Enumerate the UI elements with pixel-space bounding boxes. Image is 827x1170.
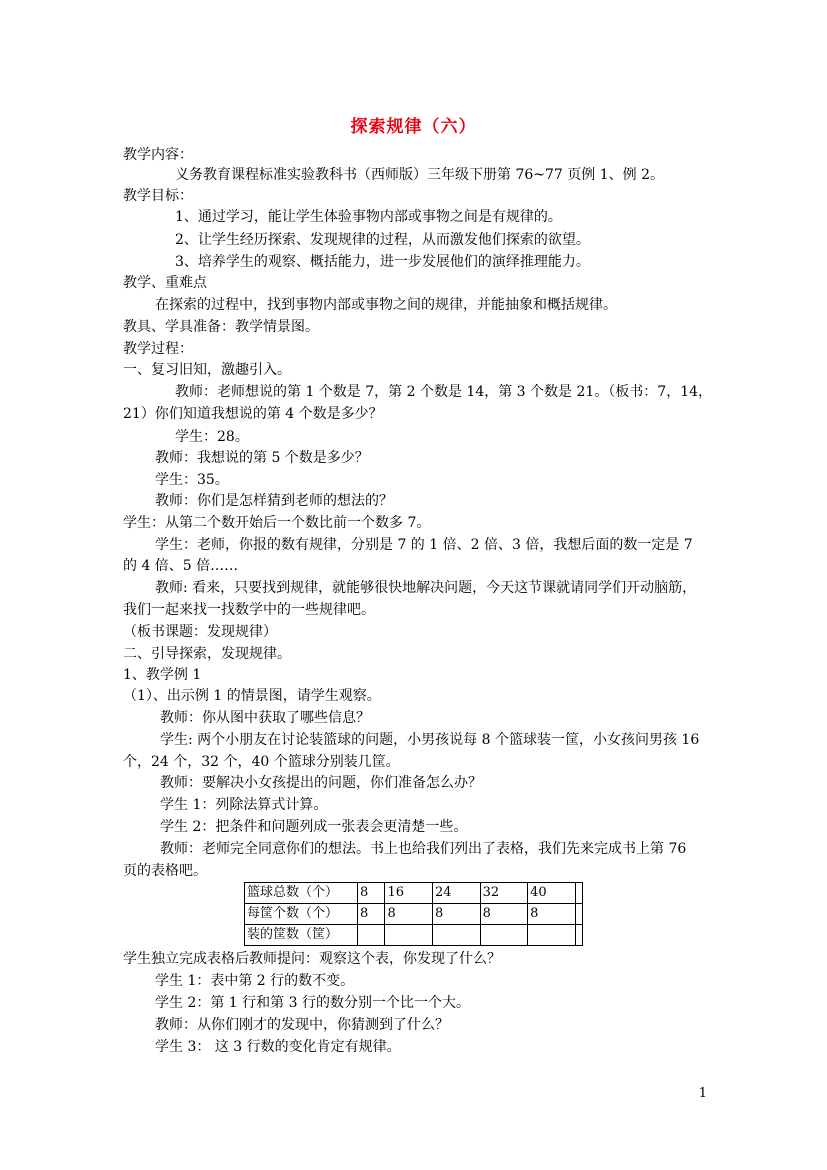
section-heading-goals: 教学目标： xyxy=(123,188,193,204)
dialogue-line: 学生独立完成表格后教师提问：观察这个表，你发现了什么？ xyxy=(123,951,501,967)
table-row xyxy=(245,883,583,904)
table-row-header: 篮球总数（个） xyxy=(245,883,358,904)
table-cell: 8 xyxy=(358,904,385,925)
dialogue-line: 我们一起来找一找数学中的一些规律吧。 xyxy=(123,602,375,618)
dialogue-line: 的 4 倍、5 倍…… xyxy=(123,558,239,574)
step-heading-1: 一、复习旧知，激趣引入。 xyxy=(123,362,291,378)
table-row-header: 每筐个数（个） xyxy=(245,904,358,925)
dialogue-line: 教师: 看来，只要找到规律，就能够很快地解决问题，今天这节课就请同学们开动脑筋， xyxy=(155,580,697,596)
table-cell: 16 xyxy=(385,883,433,904)
board-note: （板书课题：发现规律） xyxy=(123,624,277,640)
table-cell: 40 xyxy=(528,883,576,904)
dialogue-line: 教师：你们是怎样猜到老师的想法的？ xyxy=(155,493,393,509)
dialogue-line: 学生 1：表中第 2 行的数不变。 xyxy=(155,973,355,989)
dialogue-line: 21）你们知道我想说的第 4 个数是多少？ xyxy=(123,406,383,422)
table-cell xyxy=(528,925,576,946)
dialogue-line: 学生 2：第 1 行和第 3 行的数分别一个比一个大。 xyxy=(155,995,470,1011)
goal-item-2: 2、让学生经历探索、发现规律的过程，从而激发他们探索的欲望。 xyxy=(175,232,590,248)
content-text: 义务教育课程标准实验教科书（西师版）三年级下册第 76~77 页例 1、例 2。 xyxy=(175,167,664,183)
dialogue-line: 学生：老师，你报的数有规律，分别是 7 的 1 倍、2 倍、3 倍，我想后面的数一定是 7 xyxy=(155,537,693,553)
goal-item-1: 1、通过学习，能让学生体验事物内部或事物之间是有规律的。 xyxy=(175,209,562,225)
materials-text: 教具、学具准备：教学情景图。 xyxy=(123,319,319,335)
document-title: 探索规律（六） xyxy=(350,117,477,137)
dialogue-line: 学生：从第二个数开始后一个数比前一个数多 7。 xyxy=(123,515,431,531)
dialogue-line: 学生：28。 xyxy=(175,429,249,445)
step-heading-2: 二、引导探索，发现规律。 xyxy=(123,646,291,662)
goal-item-3: 3、培养学生的观察、概括能力，进一步发展他们的演绎推理能力。 xyxy=(175,254,590,270)
dialogue-line: 教师：你从图中获取了哪些信息？ xyxy=(160,710,370,726)
dialogue-line: 教师：老师完全同意你们的想法。书上也给我们列出了表格，我们先来完成书上第 76 xyxy=(160,841,687,857)
table-row xyxy=(245,925,583,946)
table-cell: 8 xyxy=(358,883,385,904)
table-cell: 24 xyxy=(433,883,481,904)
table-cell xyxy=(575,904,582,925)
dialogue-line: 个，24 个，32 个，40 个篮球分别装几筐。 xyxy=(123,754,400,770)
table-cell: 8 xyxy=(385,904,433,925)
table-cell xyxy=(385,925,433,946)
table-cell xyxy=(575,925,582,946)
dialogue-line: 教师：要解决小女孩提出的问题，你们准备怎么办？ xyxy=(160,775,482,791)
page-number: 1 xyxy=(698,1086,707,1101)
section-heading-content: 教学内容： xyxy=(123,147,193,163)
dialogue-line: 教师：老师想说的第 1 个数是 7，第 2 个数是 14，第 3 个数是 21。（板书：7，14， xyxy=(175,384,713,400)
dialogue-line: 学生: 两个小朋友在讨论装篮球的问题，小男孩说每 8 个篮球装一筐，小女孩问男孩 16 xyxy=(160,732,700,748)
dialogue-line: 教师：我想说的第 5 个数是多少？ xyxy=(155,450,369,466)
table-cell xyxy=(433,925,481,946)
dialogue-line: 学生 1：列除法算式计算。 xyxy=(160,797,328,813)
dialogue-line: 学生 3： 这 3 行数的变化肯定有规律。 xyxy=(155,1039,401,1055)
table-row xyxy=(245,904,583,925)
sub-step-heading: （1）、出示例 1 的情景图，请学生观察。 xyxy=(123,688,381,704)
table-cell: 8 xyxy=(528,904,576,925)
section-heading-process: 教学过程： xyxy=(123,341,193,357)
table-cell xyxy=(480,925,528,946)
dialogue-line: 页的表格吧。 xyxy=(123,863,207,879)
section-heading-key-points: 教学、重难点 xyxy=(123,275,207,291)
example-heading: 1、教学例 1 xyxy=(123,667,202,683)
table-cell xyxy=(575,883,582,904)
table-cell: 8 xyxy=(480,904,528,925)
dialogue-line: 教师：从你们刚才的发现中，你猜测到了什么？ xyxy=(155,1017,449,1033)
key-points-text: 在探索的过程中，找到事物内部或事物之间的规律，并能抽象和概括规律。 xyxy=(155,297,617,313)
basketball-table xyxy=(244,882,583,946)
dialogue-line: 学生：35。 xyxy=(155,472,229,488)
table-row-header: 装的筐数（筐） xyxy=(245,925,358,946)
table-cell xyxy=(358,925,385,946)
dialogue-line: 学生 2：把条件和问题列成一张表会更清楚一些。 xyxy=(160,819,468,835)
table-cell: 32 xyxy=(480,883,528,904)
table-cell: 8 xyxy=(433,904,481,925)
